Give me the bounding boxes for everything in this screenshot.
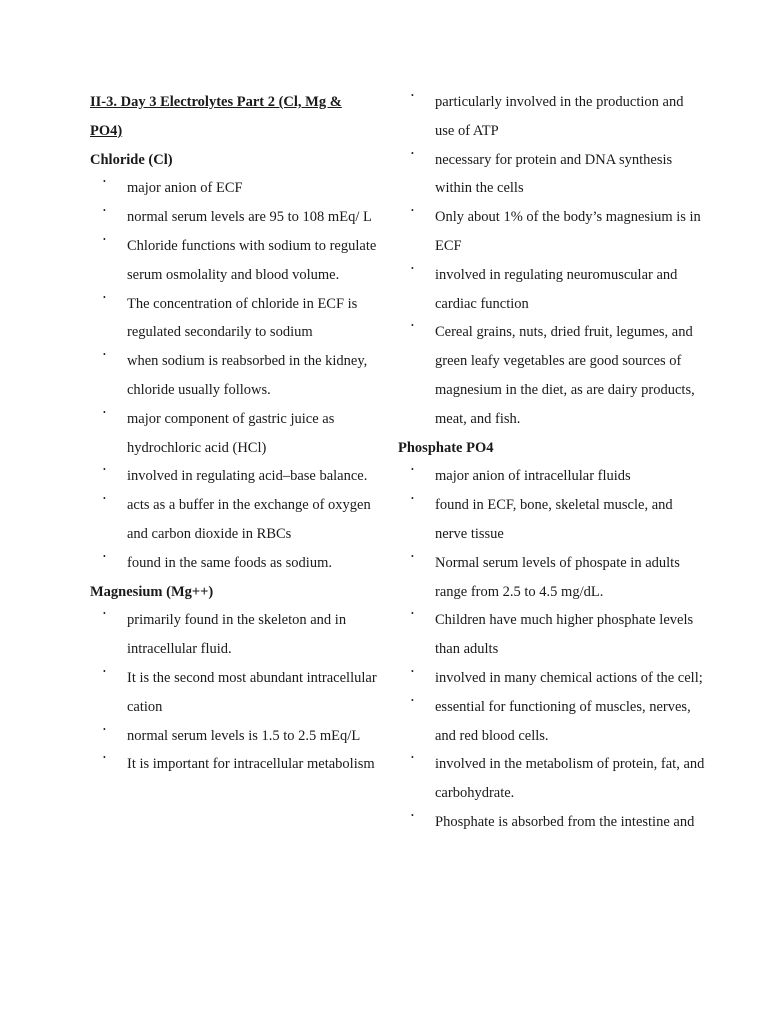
list-item	[90, 174, 380, 203]
bullet-icon: •	[103, 609, 106, 619]
list-item-text: It is the second most abundant intracellular cation	[127, 669, 377, 715]
list-item	[90, 606, 380, 664]
list-item	[90, 664, 380, 722]
list-item	[398, 664, 705, 693]
list-item-text: normal serum levels are 95 to 108 mEq/ L	[127, 209, 372, 226]
section-heading-magnesium: Magnesium (Mg++)	[90, 583, 214, 600]
list-item-text: primarily found in the skeleton and in intracellular fluid.	[127, 612, 347, 658]
list-item-text: involved in the metabolism of protein, fat, and carbohydrate.	[435, 756, 705, 802]
list-item-text: acts as a buffer in the exchange of oxygen and carbon dioxide in RBCs	[127, 497, 371, 542]
magnesium-list-part2	[398, 88, 701, 434]
list-item-text: when sodium is reabsorbed in the kidney, chloride usually follows.	[127, 353, 368, 398]
bullet-icon: •	[103, 234, 106, 244]
bullet-icon: •	[411, 206, 414, 216]
list-item	[398, 318, 705, 433]
list-item	[398, 88, 705, 146]
list-item	[90, 750, 380, 779]
list-item-text: Phosphate is absorbed from the intestine and	[435, 813, 695, 830]
list-item	[90, 491, 380, 549]
list-item-text: involved in regulating acid–base balance.	[127, 468, 368, 485]
list-item	[90, 290, 380, 348]
bullet-icon: •	[103, 177, 106, 187]
document-title: II-3. Day 3 Electrolytes Part 2 (Cl, Mg & PO4)	[90, 94, 342, 139]
list-item	[398, 146, 705, 204]
bullet-icon: •	[411, 494, 414, 504]
list-item	[398, 693, 705, 751]
bullet-icon: •	[103, 753, 106, 763]
list-item	[398, 203, 705, 261]
list-item-text: Chloride functions with sodium to regulate serum osmolality and blood volume.	[127, 237, 377, 283]
list-item-text: major component of gastric juice as hydrochloric acid (HCl)	[127, 410, 335, 456]
list-item-text: Children have much higher phosphate levels than adults	[435, 612, 694, 658]
bullet-icon: •	[103, 292, 106, 302]
list-item-text: essential for functioning of muscles, nerves, and red blood cells.	[435, 698, 691, 744]
bullet-icon: •	[411, 753, 414, 763]
bullet-icon: •	[411, 263, 414, 273]
list-item-text: Cereal grains, nuts, dried fruit, legumes, and green leafy vegetables are good sources of magnesium in the diet, as are dairy products, meat, and fish.	[435, 324, 695, 427]
list-item	[398, 491, 705, 549]
list-item-text: The concentration of chloride in ECF is regulated secondarily to sodium	[127, 295, 358, 341]
list-item	[90, 232, 380, 290]
list-item	[90, 405, 380, 463]
list-item-text: necessary for protein and DNA synthesis within the cells	[435, 151, 673, 197]
list-item	[90, 347, 380, 405]
list-item-text: It is important for intracellular metabolism	[127, 756, 375, 773]
list-item-text: major anion of intracellular fluids	[435, 468, 631, 485]
bullet-icon: •	[103, 494, 106, 504]
bullet-icon: •	[103, 724, 106, 734]
list-item	[398, 261, 705, 319]
magnesium-list-part1	[90, 606, 380, 779]
list-item	[90, 549, 380, 578]
chloride-list	[90, 174, 380, 577]
list-item-text: Normal serum levels of phospate in adults range from 2.5 to 4.5 mg/dL.	[435, 554, 680, 600]
list-item	[398, 462, 705, 491]
bullet-icon: •	[411, 321, 414, 331]
list-item	[398, 750, 705, 808]
bullet-icon: •	[103, 206, 106, 216]
bullet-icon: •	[103, 551, 106, 561]
bullet-icon: •	[411, 609, 414, 619]
list-item	[398, 808, 705, 837]
list-item	[90, 462, 380, 491]
list-item-text: particularly involved in the production and use of ATP	[435, 94, 684, 139]
bullet-icon: •	[411, 666, 414, 676]
bullet-icon: •	[103, 666, 106, 676]
bullet-icon: •	[103, 465, 106, 475]
list-item	[398, 549, 705, 607]
bullet-icon: •	[411, 810, 414, 820]
section-heading-chloride: Chloride (Cl)	[90, 151, 173, 168]
left-column	[90, 88, 380, 779]
list-item-text: found in the same foods as sodium.	[127, 554, 332, 571]
list-item-text: normal serum levels is 1.5 to 2.5 mEq/L	[127, 727, 361, 744]
bullet-icon: •	[411, 695, 414, 705]
section-heading-phosphate: Phosphate PO4	[398, 439, 494, 456]
bullet-icon: •	[411, 148, 414, 158]
list-item-text: found in ECF, bone, skeletal muscle, and nerve tissue	[435, 497, 673, 542]
list-item-text: involved in many chemical actions of the cell;	[435, 669, 703, 686]
bullet-icon: •	[103, 350, 106, 360]
list-item-text: Only about 1% of the body’s magnesium is in ECF	[435, 209, 701, 254]
bullet-icon: •	[411, 465, 414, 475]
phosphate-list	[398, 462, 705, 836]
bullet-icon: •	[103, 407, 106, 417]
right-column	[398, 88, 705, 837]
list-item	[90, 722, 380, 751]
list-item-text: involved in regulating neuromuscular and cardiac function	[435, 266, 678, 312]
list-item	[398, 606, 705, 664]
list-item-text: major anion of ECF	[127, 180, 243, 197]
bullet-icon: •	[411, 551, 414, 561]
bullet-icon: •	[411, 91, 414, 100]
list-item	[90, 203, 380, 232]
